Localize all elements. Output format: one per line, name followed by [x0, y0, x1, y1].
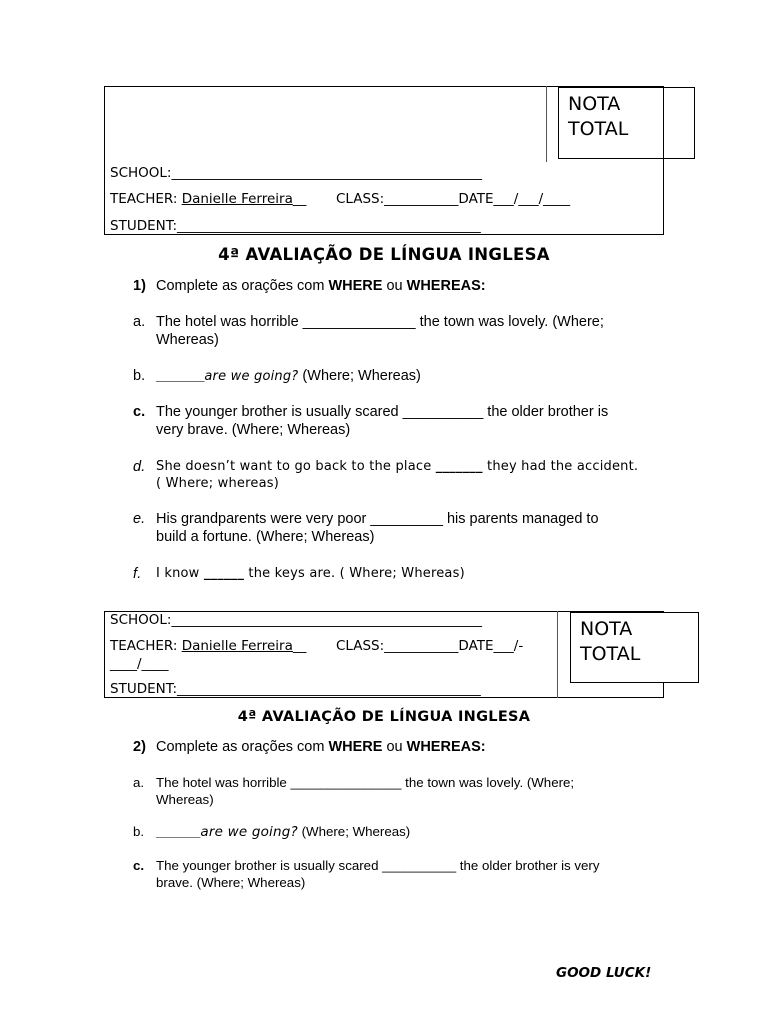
class-date-field: CLASS:___________DATE___/-: [336, 638, 524, 654]
question-number: 1): [133, 278, 146, 294]
nota-total-box-1: [558, 87, 695, 159]
exam-title-2: 4ª AVALIAÇÃO DE LÍNGUA INGLESA: [237, 709, 531, 725]
teacher-name: Danielle Ferreira: [181, 638, 293, 654]
header-box-1-divider: [546, 86, 547, 162]
item-a: a. The hotel was horrible _______________ the town was lovely. (Where; Whereas): [133, 775, 575, 807]
item-b: b. ______are we going? (Where; Whereas): [133, 824, 411, 840]
student-field: STUDENT:_____________________________________________: [110, 681, 481, 697]
good-luck-text: GOOD LUCK!: [556, 965, 652, 981]
class-date-field: CLASS:___________DATE___/___/____: [336, 191, 571, 207]
nota-label: NOTA: [568, 93, 621, 115]
teacher-tail: __: [292, 191, 307, 207]
item-f: f. I know ______ the keys are. ( Where; Whereas): [133, 566, 465, 582]
item-c: c. The younger brother is usually scared __________ the older brother is very brave. (Where; Whereas): [133, 404, 609, 438]
question-2-instruction: [0, 738, 768, 756]
question-1-instruction: [0, 277, 768, 295]
total-label: TOTAL: [580, 643, 641, 665]
teacher-field: [110, 191, 306, 207]
date-wrap-field: ____/____: [110, 656, 169, 672]
item-a: a. The hotel was horrible ______________ the town was lovely. (Where; Whereas): [133, 314, 604, 348]
exam-title-1: 4ª AVALIAÇÃO DE LÍNGUA INGLESA: [218, 245, 550, 264]
item-d: d. She doesn’t want to go back to the place _______ they had the accident. ( Where; whereas): [133, 459, 639, 491]
header-box-2-divider: [557, 611, 558, 698]
item-e: e. His grandparents were very poor _________ his parents managed to build a fortune. (Where; Whereas): [133, 511, 599, 545]
total-label: TOTAL: [568, 118, 629, 140]
teacher-tail: __: [292, 638, 307, 654]
item-b: b. ______are we going? (Where; Whereas): [133, 368, 421, 384]
nota-total-box-2: [570, 612, 699, 683]
question-number: 2): [133, 739, 146, 755]
student-field: STUDENT:_____________________________________________: [110, 218, 481, 234]
school-field: SCHOOL:______________________________________________: [110, 612, 482, 628]
school-field: SCHOOL:______________________________________________: [110, 165, 482, 181]
teacher-label: TEACHER:: [110, 191, 182, 207]
teacher-name: Danielle Ferreira: [181, 191, 293, 207]
item-c: c. The younger brother is usually scared __________ the older brother is very brave. (Where; Whereas): [133, 858, 600, 890]
instruction-text: Complete as orações com WHERE ou WHEREAS:: [156, 278, 486, 294]
instruction-text: Complete as orações com WHERE ou WHEREAS:: [156, 739, 486, 755]
teacher-field: [110, 638, 306, 654]
nota-label: NOTA: [580, 618, 633, 640]
teacher-label: TEACHER:: [110, 638, 182, 654]
